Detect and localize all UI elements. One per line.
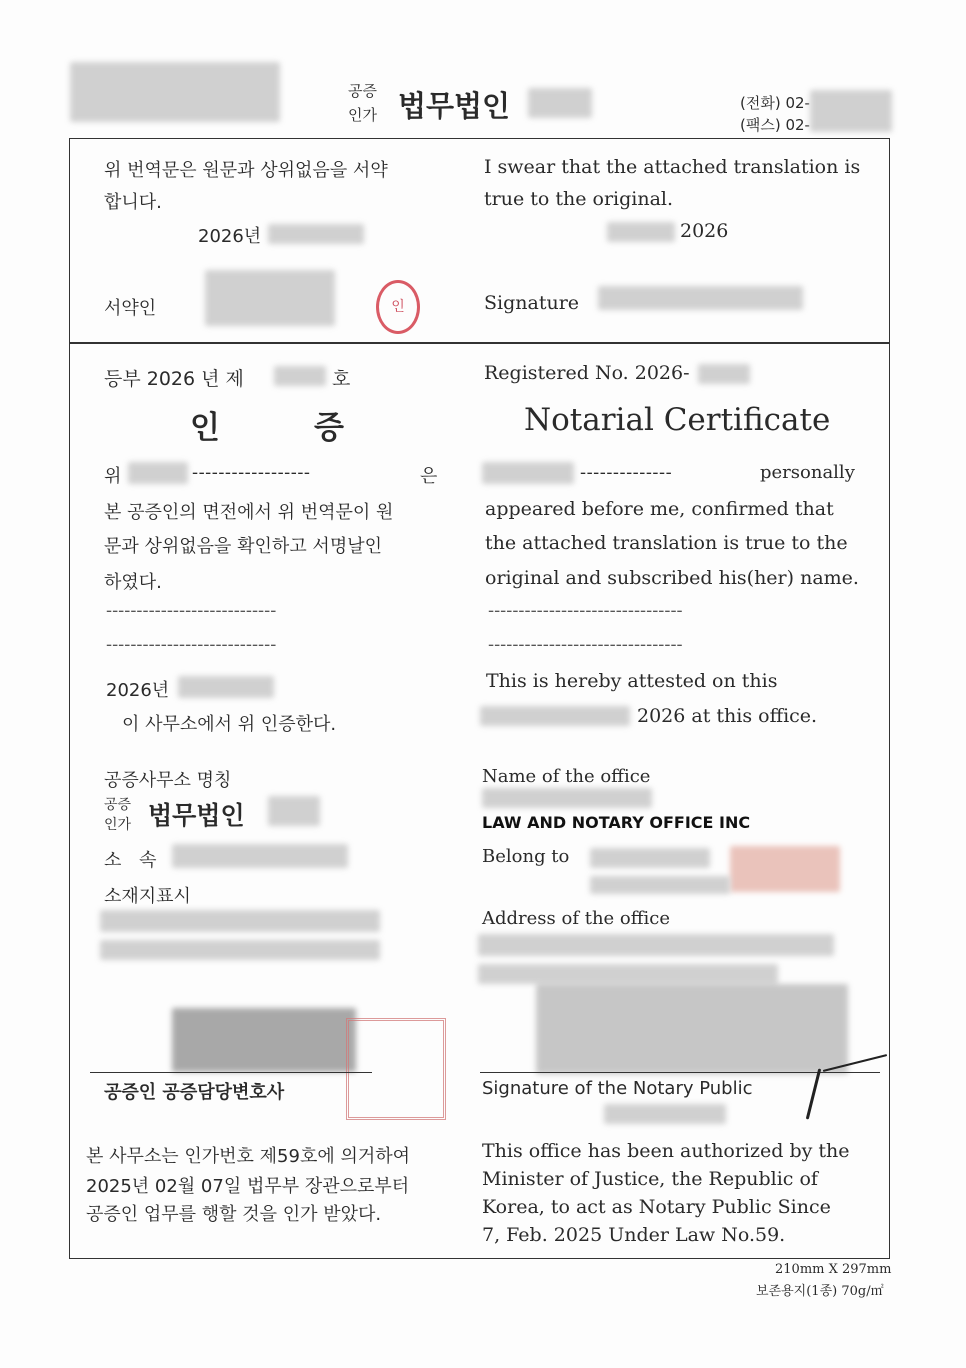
- redacted-notary-name: [604, 1104, 726, 1124]
- oath-signer-label: 서약인: [104, 298, 157, 319]
- body-ko-line4: 하였다.: [104, 572, 162, 593]
- redacted-registration-number: [274, 366, 326, 386]
- body-en-line4: original and subscribed his(her) name.: [485, 567, 859, 589]
- redacted-date: [178, 676, 274, 698]
- body-en-line2: appeared before me, confirmed that: [485, 498, 834, 520]
- attest-en-line1: This is hereby attested on this: [486, 670, 778, 692]
- body-en-line1-dashes: --------------: [580, 462, 673, 483]
- body-en-line1-suffix: personally: [760, 462, 855, 483]
- authorization-en-line2: Minister of Justice, the Republic of: [482, 1168, 818, 1190]
- redacted-firm-name: [482, 788, 652, 808]
- office-en-name-label: Name of the office: [482, 766, 651, 787]
- authorization-en-line3: Korea, to act as Notary Public Since: [482, 1196, 831, 1218]
- signature-en-label: Signature of the Notary Public: [482, 1078, 753, 1099]
- office-en-firm-name: LAW AND NOTARY OFFICE INC: [482, 813, 751, 832]
- registration-ko-suffix: 호: [332, 368, 351, 390]
- title-ko-char2: 증: [314, 410, 344, 446]
- header-firm-name: 법무법인: [398, 89, 511, 123]
- authorization-ko-line3: 공증인 업무를 행할 것을 인가 받았다.: [86, 1204, 382, 1225]
- oath-ko-line1: 위 번역문은 원문과 상위없음을 서약: [104, 160, 388, 181]
- redacted-notary-name: [172, 1008, 356, 1072]
- attest-ko-line: 이 사무소에서 위 인증한다.: [122, 714, 337, 735]
- attest-ko-year: 2026년: [106, 680, 170, 701]
- redacted-registration-number: [698, 364, 750, 384]
- redacted-notary-signature: [536, 984, 848, 1074]
- seal-text: 인: [391, 299, 405, 315]
- redacted-firm-name: [268, 796, 320, 826]
- oath-signature-label: Signature: [484, 292, 580, 314]
- redacted-belong: [590, 848, 710, 868]
- body-en-line3: the attached translation is true to the: [485, 532, 848, 554]
- oath-ko-year: 2026년: [198, 226, 262, 247]
- body-en-dashes-2: --------------------------------: [488, 634, 683, 655]
- redacted-name: [128, 462, 188, 484]
- authorization-ko-line2: 2025년 02월 07일 법무부 장관으로부터: [86, 1176, 410, 1197]
- office-ko-belong-label: 소 속: [104, 850, 163, 871]
- title-en: Notarial Certificate: [524, 402, 831, 438]
- title-ko-char1: 인: [190, 410, 220, 446]
- oath-en-line2: true to the original.: [484, 188, 674, 210]
- redacted-belong: [590, 876, 730, 894]
- signature-line-ko: [90, 1072, 372, 1073]
- redacted-address: [478, 964, 778, 984]
- redacted-name: [482, 462, 574, 484]
- office-ko-inga: 인가: [104, 817, 132, 833]
- redacted-address: [478, 934, 834, 956]
- office-ko-gongjeung: 공증: [104, 797, 132, 813]
- registration-en-label: Registered No. 2026-: [484, 362, 690, 384]
- redacted-logo: [70, 62, 280, 122]
- office-en-belong-label: Belong to: [482, 846, 570, 867]
- header-fax: (팩스) 02-: [740, 116, 810, 134]
- footer-size: 210mm X 297mm: [775, 1262, 892, 1277]
- redacted-firm-name: [528, 88, 592, 118]
- oath-en-line1: I swear that the attached translation is: [484, 156, 861, 178]
- registration-ko-label: 등부 2026 년 제: [104, 368, 244, 390]
- redacted-phone: [810, 90, 892, 132]
- signature-ko-label: 공증인 공증담당변호사: [104, 1082, 285, 1103]
- authorization-ko-line1: 본 사무소는 인가번호 제59호에 의거하여: [86, 1146, 410, 1167]
- office-ko-firm-name: 법무법인: [148, 801, 245, 830]
- header-inga: 인가: [348, 106, 377, 124]
- redacted-signer-name: [205, 270, 335, 326]
- redacted-address: [100, 910, 380, 932]
- body-ko-dashes-2: ----------------------------: [106, 634, 277, 655]
- redacted-date: [268, 224, 364, 244]
- body-ko-line1-prefix: 위: [104, 466, 122, 487]
- office-ko-address-label: 소재지표시: [104, 886, 191, 907]
- body-ko-dashes-1: ----------------------------: [106, 600, 277, 621]
- oath-en-year: 2026: [680, 220, 729, 242]
- footer-paper: 보존용지(1종) 70g/㎡: [756, 1284, 884, 1299]
- signer-seal: [376, 280, 420, 334]
- notary-seal: [346, 1018, 446, 1120]
- attest-en-line2: 2026 at this office.: [637, 705, 818, 727]
- body-ko-line1-dashes: ------------------: [192, 462, 311, 483]
- redacted-date: [480, 706, 630, 726]
- body-en-dashes-1: --------------------------------: [488, 600, 683, 621]
- body-ko-line3: 문과 상위없음을 확인하고 서명날인: [104, 536, 382, 557]
- office-en-address-label: Address of the office: [482, 908, 671, 929]
- redacted-signature: [598, 286, 803, 310]
- authorization-en-line4: 7, Feb. 2025 Under Law No.59.: [482, 1224, 786, 1246]
- body-ko-line1-suffix: 은: [420, 466, 438, 487]
- redacted-address: [100, 940, 380, 960]
- oath-ko-line2: 합니다.: [104, 192, 162, 213]
- header-gongjeung: 공증: [348, 82, 377, 100]
- body-ko-line2: 본 공증인의 면전에서 위 번역문이 원: [104, 502, 394, 523]
- redacted-seal: [730, 846, 840, 892]
- office-ko-name-label: 공증사무소 명칭: [104, 770, 232, 791]
- redacted-date: [607, 222, 675, 242]
- redacted-belong: [172, 844, 348, 868]
- authorization-en-line1: This office has been authorized by the: [482, 1140, 850, 1162]
- header-phone: (전화) 02-: [740, 94, 810, 112]
